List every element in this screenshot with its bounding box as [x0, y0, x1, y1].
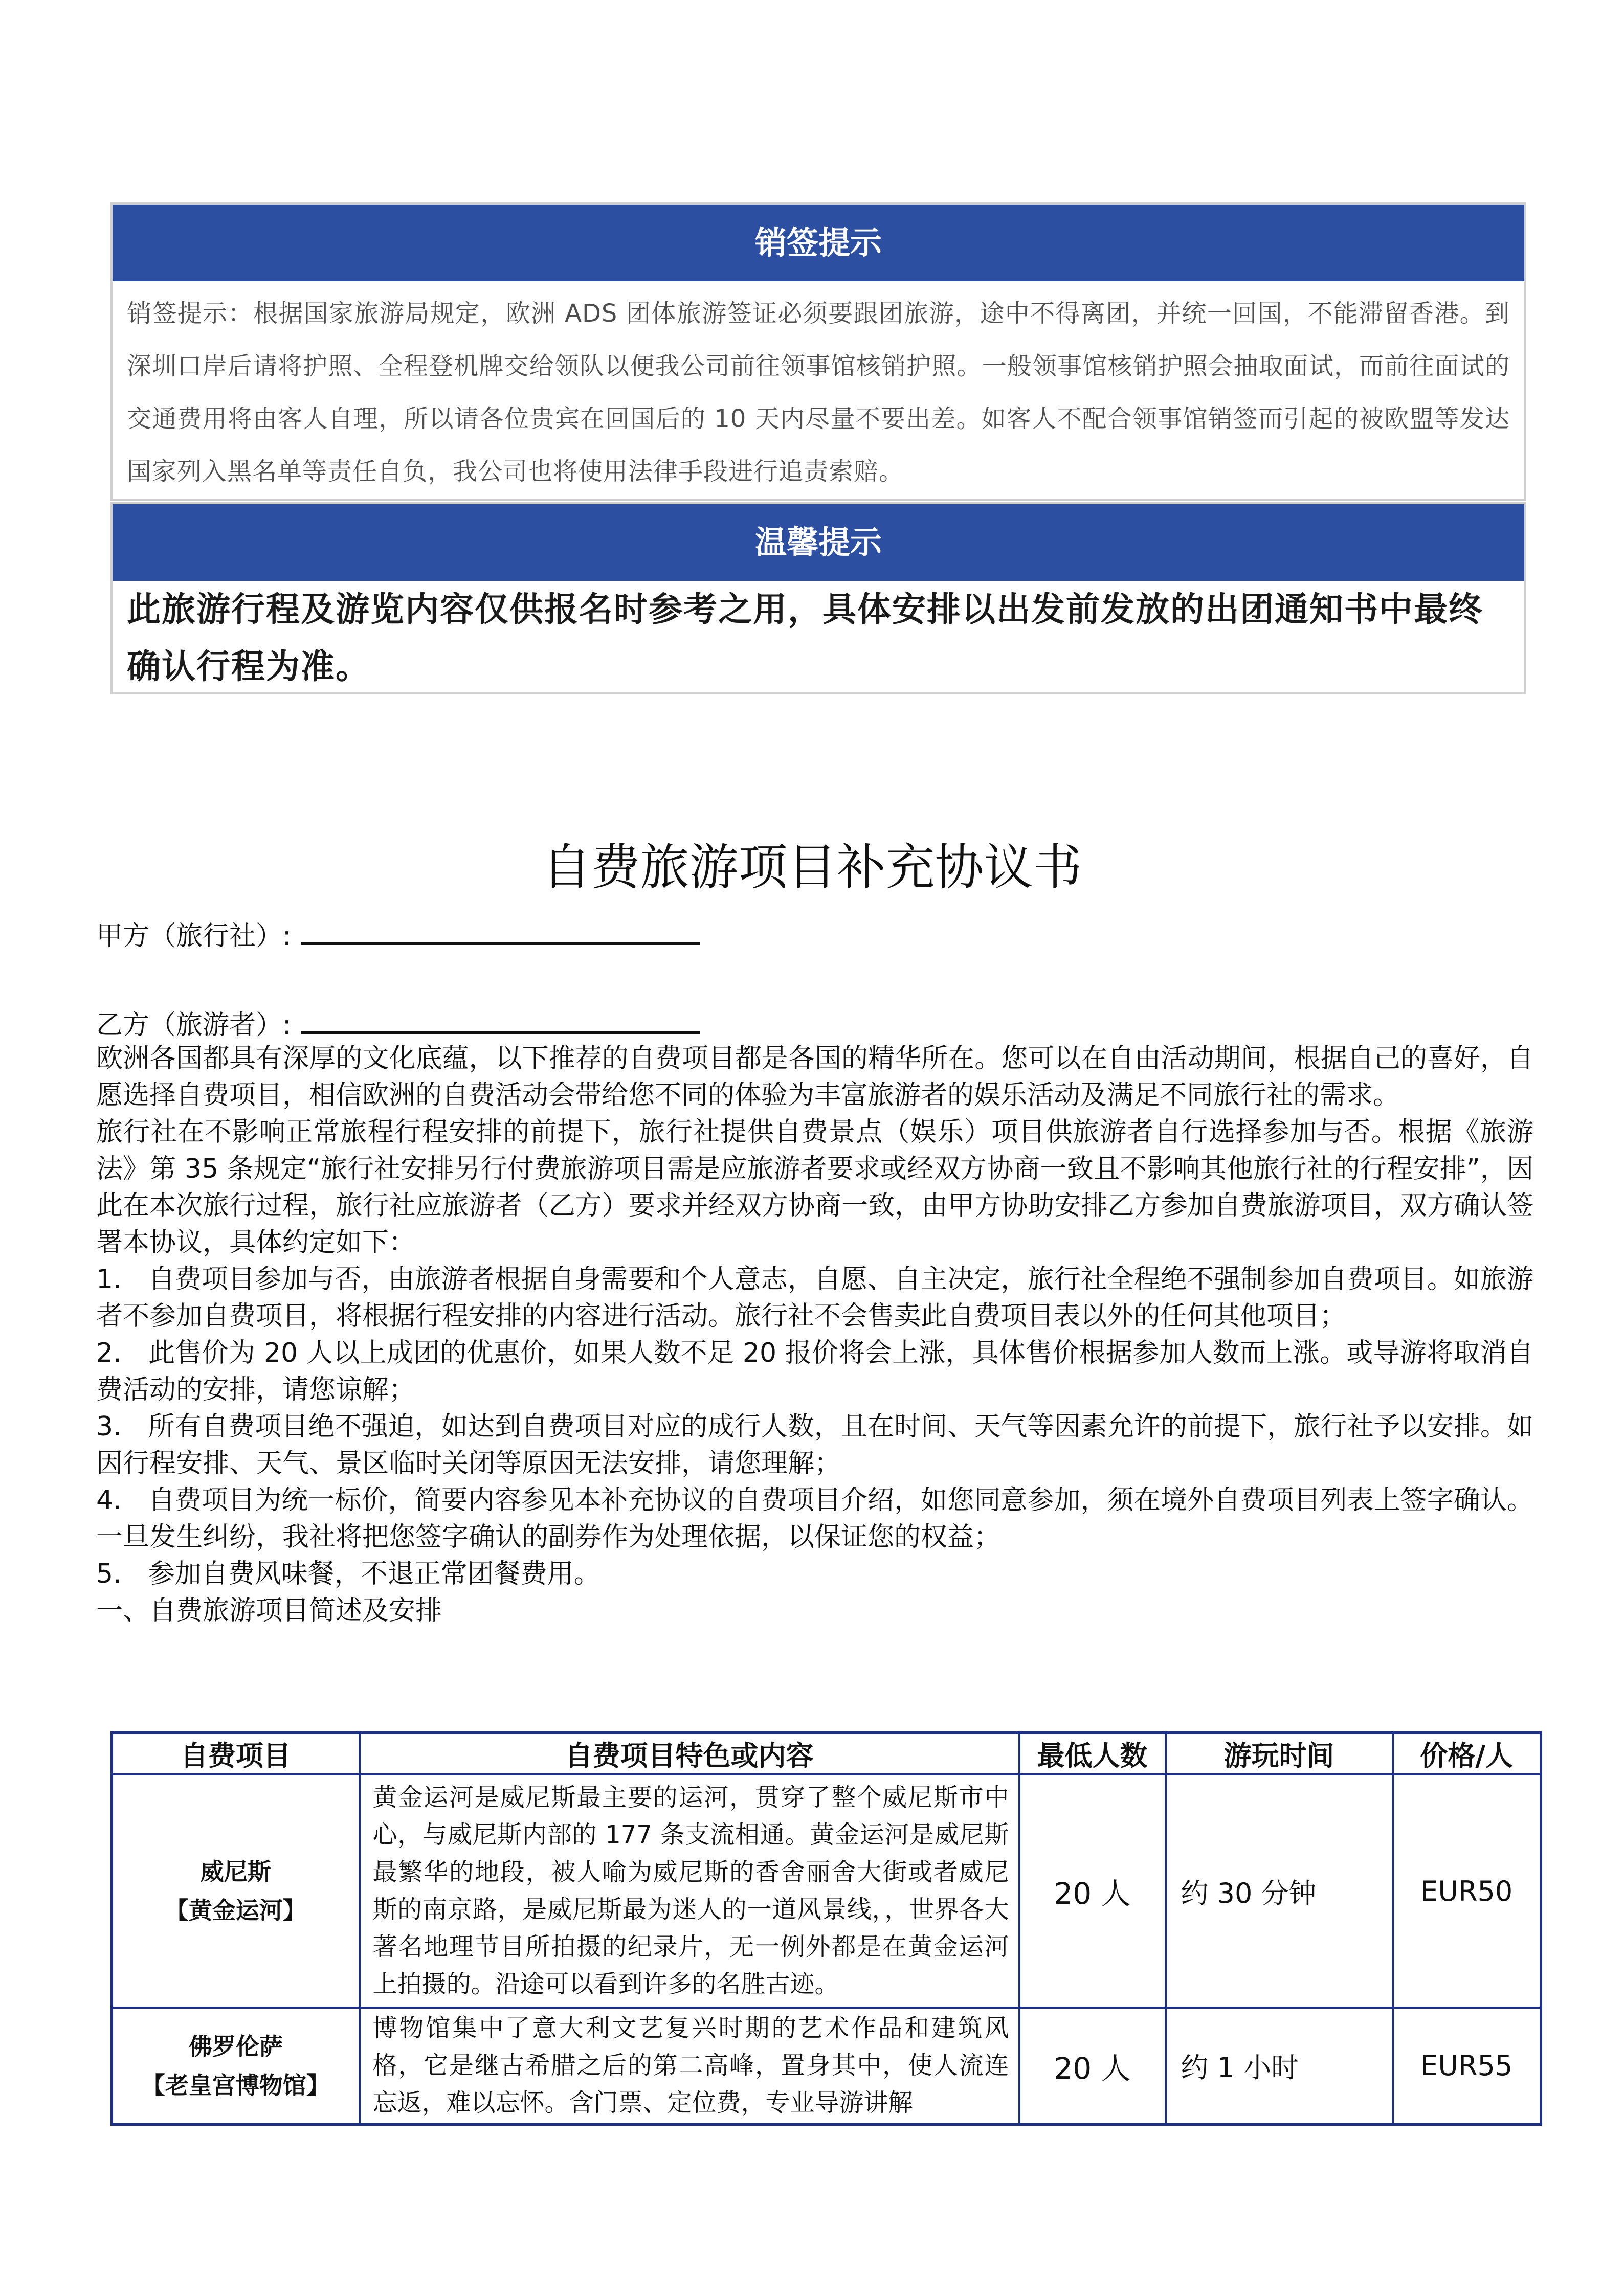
project-min-people: 20 人: [1019, 2008, 1166, 2124]
clause-item: 3. 所有自费项目绝不强迫，如达到自费项目对应的成行人数，且在时间、天气等因素允许的前提下，旅行社予以安排。如因行程安排、天气、景区临时关闭等原因无法安排，请您理解；: [96, 1411, 1533, 1479]
table-row: [112, 1774, 1541, 2008]
party-a-label: 甲方（旅行社）:: [96, 921, 292, 952]
header-description: 自费项目特色或内容: [360, 1733, 1019, 1775]
header-price: 价格/人: [1393, 1733, 1541, 1775]
project-description: 黄金运河是威尼斯最主要的运河，贯穿了整个威尼斯市中心，与威尼斯内部的 177 条支流相通。黄金运河是威尼斯最繁华的地段，被人喻为威尼斯的香舍丽舍大街或者威尼斯的南京路，是威尼斯最为迷人的一道风景线，，世界各大著名地理节目所拍摄的纪录片，无一例外都是在黄金运河上拍摄的。沿途可以看到许多的名胜古迹。: [360, 1774, 1019, 2008]
project-duration: 约 30 分钟: [1166, 1774, 1393, 2008]
clause-item: 4. 自费项目为统一标价，简要内容参见本补充协议的自费项目介绍，如您同意参加，须在境外自费项目列表上签字确认。一旦发生纠纷，我社将把您签字确认的副券作为处理依据，以保证您的权益；: [96, 1485, 1533, 1552]
law-paragraph: 旅行社在不影响正常旅程行程安排的前提下，旅行社提供自费景点（娱乐）项目供旅游者自行选择参加与否。根据《旅游法》第 35 条规定“旅行社安排另行付费旅游项目需是应旅游者要求或经双方协商一致且不影响其他旅行社的行程安排”，因此在本次旅行过程，旅行社应旅游者（乙方）要求并经双方协商一致，由甲方协助安排乙方参加自费旅游项目，双方确认签署本协议，具体约定如下：: [96, 1117, 1533, 1258]
section-heading: 一、自费旅游项目简述及安排: [96, 1595, 442, 1626]
party-b-row: [96, 1003, 700, 1042]
warm-tip-header: 温馨提示: [113, 504, 1524, 581]
warm-tip-text: 此旅游行程及游览内容仅供报名时参考之用，具体安排以出发前发放的出团通知书中最终确认行程为准。: [127, 590, 1483, 686]
header-min-people: 最低人数: [1019, 1733, 1166, 1775]
table-row: [112, 2008, 1541, 2124]
project-city: 佛罗伦萨: [188, 2032, 283, 2060]
party-a-signature-line[interactable]: [301, 922, 700, 945]
party-a-row: [96, 914, 700, 953]
agreement-title: 自费旅游项目补充协议书: [542, 839, 1082, 896]
party-b-label: 乙方（旅游者）:: [96, 1010, 292, 1041]
project-description: 博物馆集中了意大利文艺复兴时期的艺术作品和建筑风格，它是继古希腊之后的第二高峰，置身其中，使人流连忘返，难以忘怀。含门票、定位费，专业导游讲解: [360, 2008, 1019, 2124]
table-header-row: [112, 1733, 1541, 1775]
warm-tip-box: [110, 502, 1526, 694]
header-duration: 游玩时间: [1166, 1733, 1393, 1775]
project-name-cell: [112, 1774, 360, 2008]
clause-item: 1. 自费项目参加与否，由旅游者根据自身需要和个人意志，自愿、自主决定，旅行社全程绝不强制参加自费项目。如旅游者不参加自费项目，将根据行程安排的内容进行活动。旅行社不会售卖此自费项目表以外的任何其他项目；: [96, 1264, 1533, 1332]
intro-paragraph: 欧洲各国都具有深厚的文化底蕴，以下推荐的自费项目都是各国的精华所在。您可以在自由活动期间，根据自己的喜好，自愿选择自费项目，相信欧洲的自费活动会带给您不同的体验为丰富旅游者的娱乐活动及满足不同旅行社的需求。: [96, 1043, 1533, 1111]
clause-item: 5. 参加自费风味餐，不退正常团餐费用。: [96, 1559, 600, 1589]
project-price: EUR50: [1393, 1774, 1541, 2008]
project-duration: 约 1 小时: [1166, 2008, 1393, 2124]
visa-notice-box: [110, 202, 1526, 501]
optional-tour-table: [110, 1731, 1542, 2126]
project-city: 威尼斯: [200, 1858, 271, 1885]
clause-item: 2. 此售价为 20 人以上成团的优惠价，如果人数不足 20 报价将会上涨，具体售价根据参加人数而上涨。或导游将取消自费活动的安排，请您谅解；: [96, 1338, 1533, 1405]
visa-notice-text: 销签提示：根据国家旅游局规定，欧洲 ADS 团体旅游签证必须要跟团旅游，途中不得离团，并统一回国，不能滞留香港。到深圳口岸后请将护照、全程登机牌交给领队以便我公司前往领事馆核销护照。一般领事馆核销护照会抽取面试，而前往面试的交通费用将由客人自理，所以请各位贵宾在回国后的 10 天内尽量不要出差。如客人不配合领事馆销签而引起的被欧盟等发达国家列入黑名单等责任自负，我公司也将使用法律手段进行追责索赔。: [127, 299, 1510, 486]
agreement-body: [96, 1040, 1533, 1629]
project-subtitle: 【黄金运河】: [165, 1897, 306, 1924]
project-price: EUR55: [1393, 2008, 1541, 2124]
project-name-cell: [112, 2008, 360, 2124]
project-subtitle: 【老皇宫博物馆】: [141, 2071, 330, 2099]
visa-notice-header: 销签提示: [113, 205, 1524, 281]
header-project: 自费项目: [112, 1733, 360, 1775]
project-min-people: 20 人: [1019, 1774, 1166, 2008]
party-b-signature-line[interactable]: [301, 1011, 700, 1034]
